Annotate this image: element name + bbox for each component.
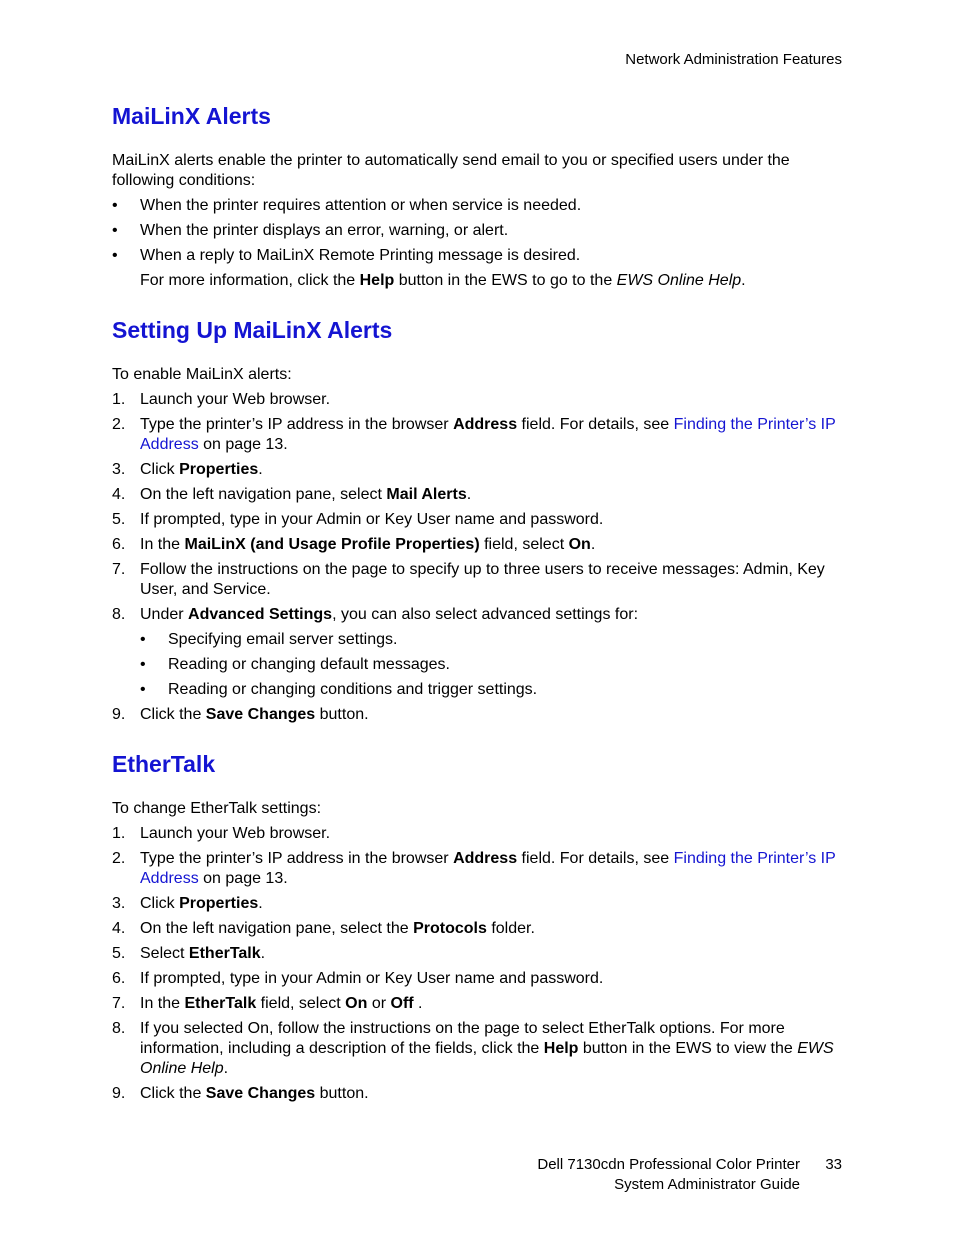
ethertalk-step: 9. Click the Save Changes button. — [112, 1085, 369, 1102]
ethertalk-step: 5. Select EtherTalk. — [112, 945, 266, 962]
ethertalk-step-list — [112, 824, 842, 1104]
setup-step: 2. Type the printer’s IP address in the browser Address field. For details, see Finding the Printer’s IP Address on page 13. — [112, 416, 836, 453]
mailinx-intro: MaiLinX alerts enable the printer to automatically send email to you or specified users under the following conditions: — [112, 152, 790, 189]
ethertalk-intro: To change EtherTalk settings: — [112, 800, 322, 817]
advanced-setting-item: • Reading or changing conditions and trigger settings. — [140, 680, 842, 700]
setup-step: 6. In the MaiLinX (and Usage Profile Properties) field, select On. — [112, 536, 596, 553]
setup-step: 5. If prompted, type in your Admin or Key User name and password. — [112, 511, 604, 528]
ethertalk-step: 6. If prompted, type in your Admin or Key User name and password. — [112, 970, 604, 987]
setup-step: 1. Launch your Web browser. — [112, 391, 331, 408]
mailinx-bullet: • When the printer requires attention or when service is needed. — [112, 196, 842, 216]
setup-intro: To enable MaiLinX alerts: — [112, 366, 292, 383]
setup-step: 4. On the left navigation pane, select Mail Alerts. — [112, 486, 472, 503]
mailinx-bullet: • When a reply to MaiLinX Remote Printing message is desired. — [112, 246, 842, 266]
setup-step: 3. Click Properties. — [112, 461, 263, 478]
ethertalk-step: 7. In the EtherTalk field, select On or Off . — [112, 995, 423, 1012]
setup-heading: Setting Up MaiLinX Alerts — [112, 317, 393, 343]
ethertalk-step: 3. Click Properties. — [112, 895, 263, 912]
setup-step: 7. Follow the instructions on the page to specify up to three users to receive messages: Admin, Key User, and Service. — [112, 561, 825, 598]
finding-ip-link[interactable]: Finding the Printer’s IP Address — [140, 850, 836, 887]
footer-guide: System Administrator Guide — [614, 1176, 800, 1193]
ethertalk-heading: EtherTalk — [112, 751, 216, 777]
running-head: Network Administration Features — [625, 51, 842, 68]
setup-step: 9. Click the Save Changes button. — [112, 706, 369, 723]
page-footer — [537, 1155, 842, 1195]
footer-product: Dell 7130cdn Professional Color Printer — [537, 1156, 800, 1173]
setup-step: 8. Under Advanced Settings, you can also select advanced settings for: • Specifying email server settings. • Reading or changing default messages. • Reading or changing conditions and trigger settings. — [112, 605, 842, 700]
mailinx-heading: MaiLinX Alerts — [112, 103, 271, 129]
ethertalk-step: 1. Launch your Web browser. — [112, 825, 331, 842]
ethertalk-step: 8. If you selected On, follow the instructions on the page to select EtherTalk options. For more information, including a description of the fields, click the Help button in the EWS to view the EWS Online Help. — [112, 1020, 834, 1077]
ethertalk-step: 4. On the left navigation pane, select the Protocols folder. — [112, 920, 535, 937]
page-number: 33 — [825, 1156, 842, 1173]
advanced-settings-list — [140, 630, 842, 700]
mailinx-bullet: • When the printer displays an error, warning, or alert. — [112, 221, 842, 241]
advanced-setting-item: • Reading or changing default messages. — [140, 655, 842, 675]
ethertalk-step: 2. Type the printer’s IP address in the browser Address field. For details, see Finding the Printer’s IP Address on page 13. — [112, 850, 836, 887]
setup-step-list — [112, 390, 842, 725]
advanced-setting-item: • Specifying email server settings. — [140, 630, 842, 650]
page-content — [112, 101, 842, 1104]
mailinx-bullet-list — [112, 196, 842, 266]
mailinx-more-info: For more information, click the Help button in the EWS to go to the EWS Online Help. — [140, 272, 746, 289]
finding-ip-link[interactable]: Finding the Printer’s IP Address — [140, 416, 836, 453]
